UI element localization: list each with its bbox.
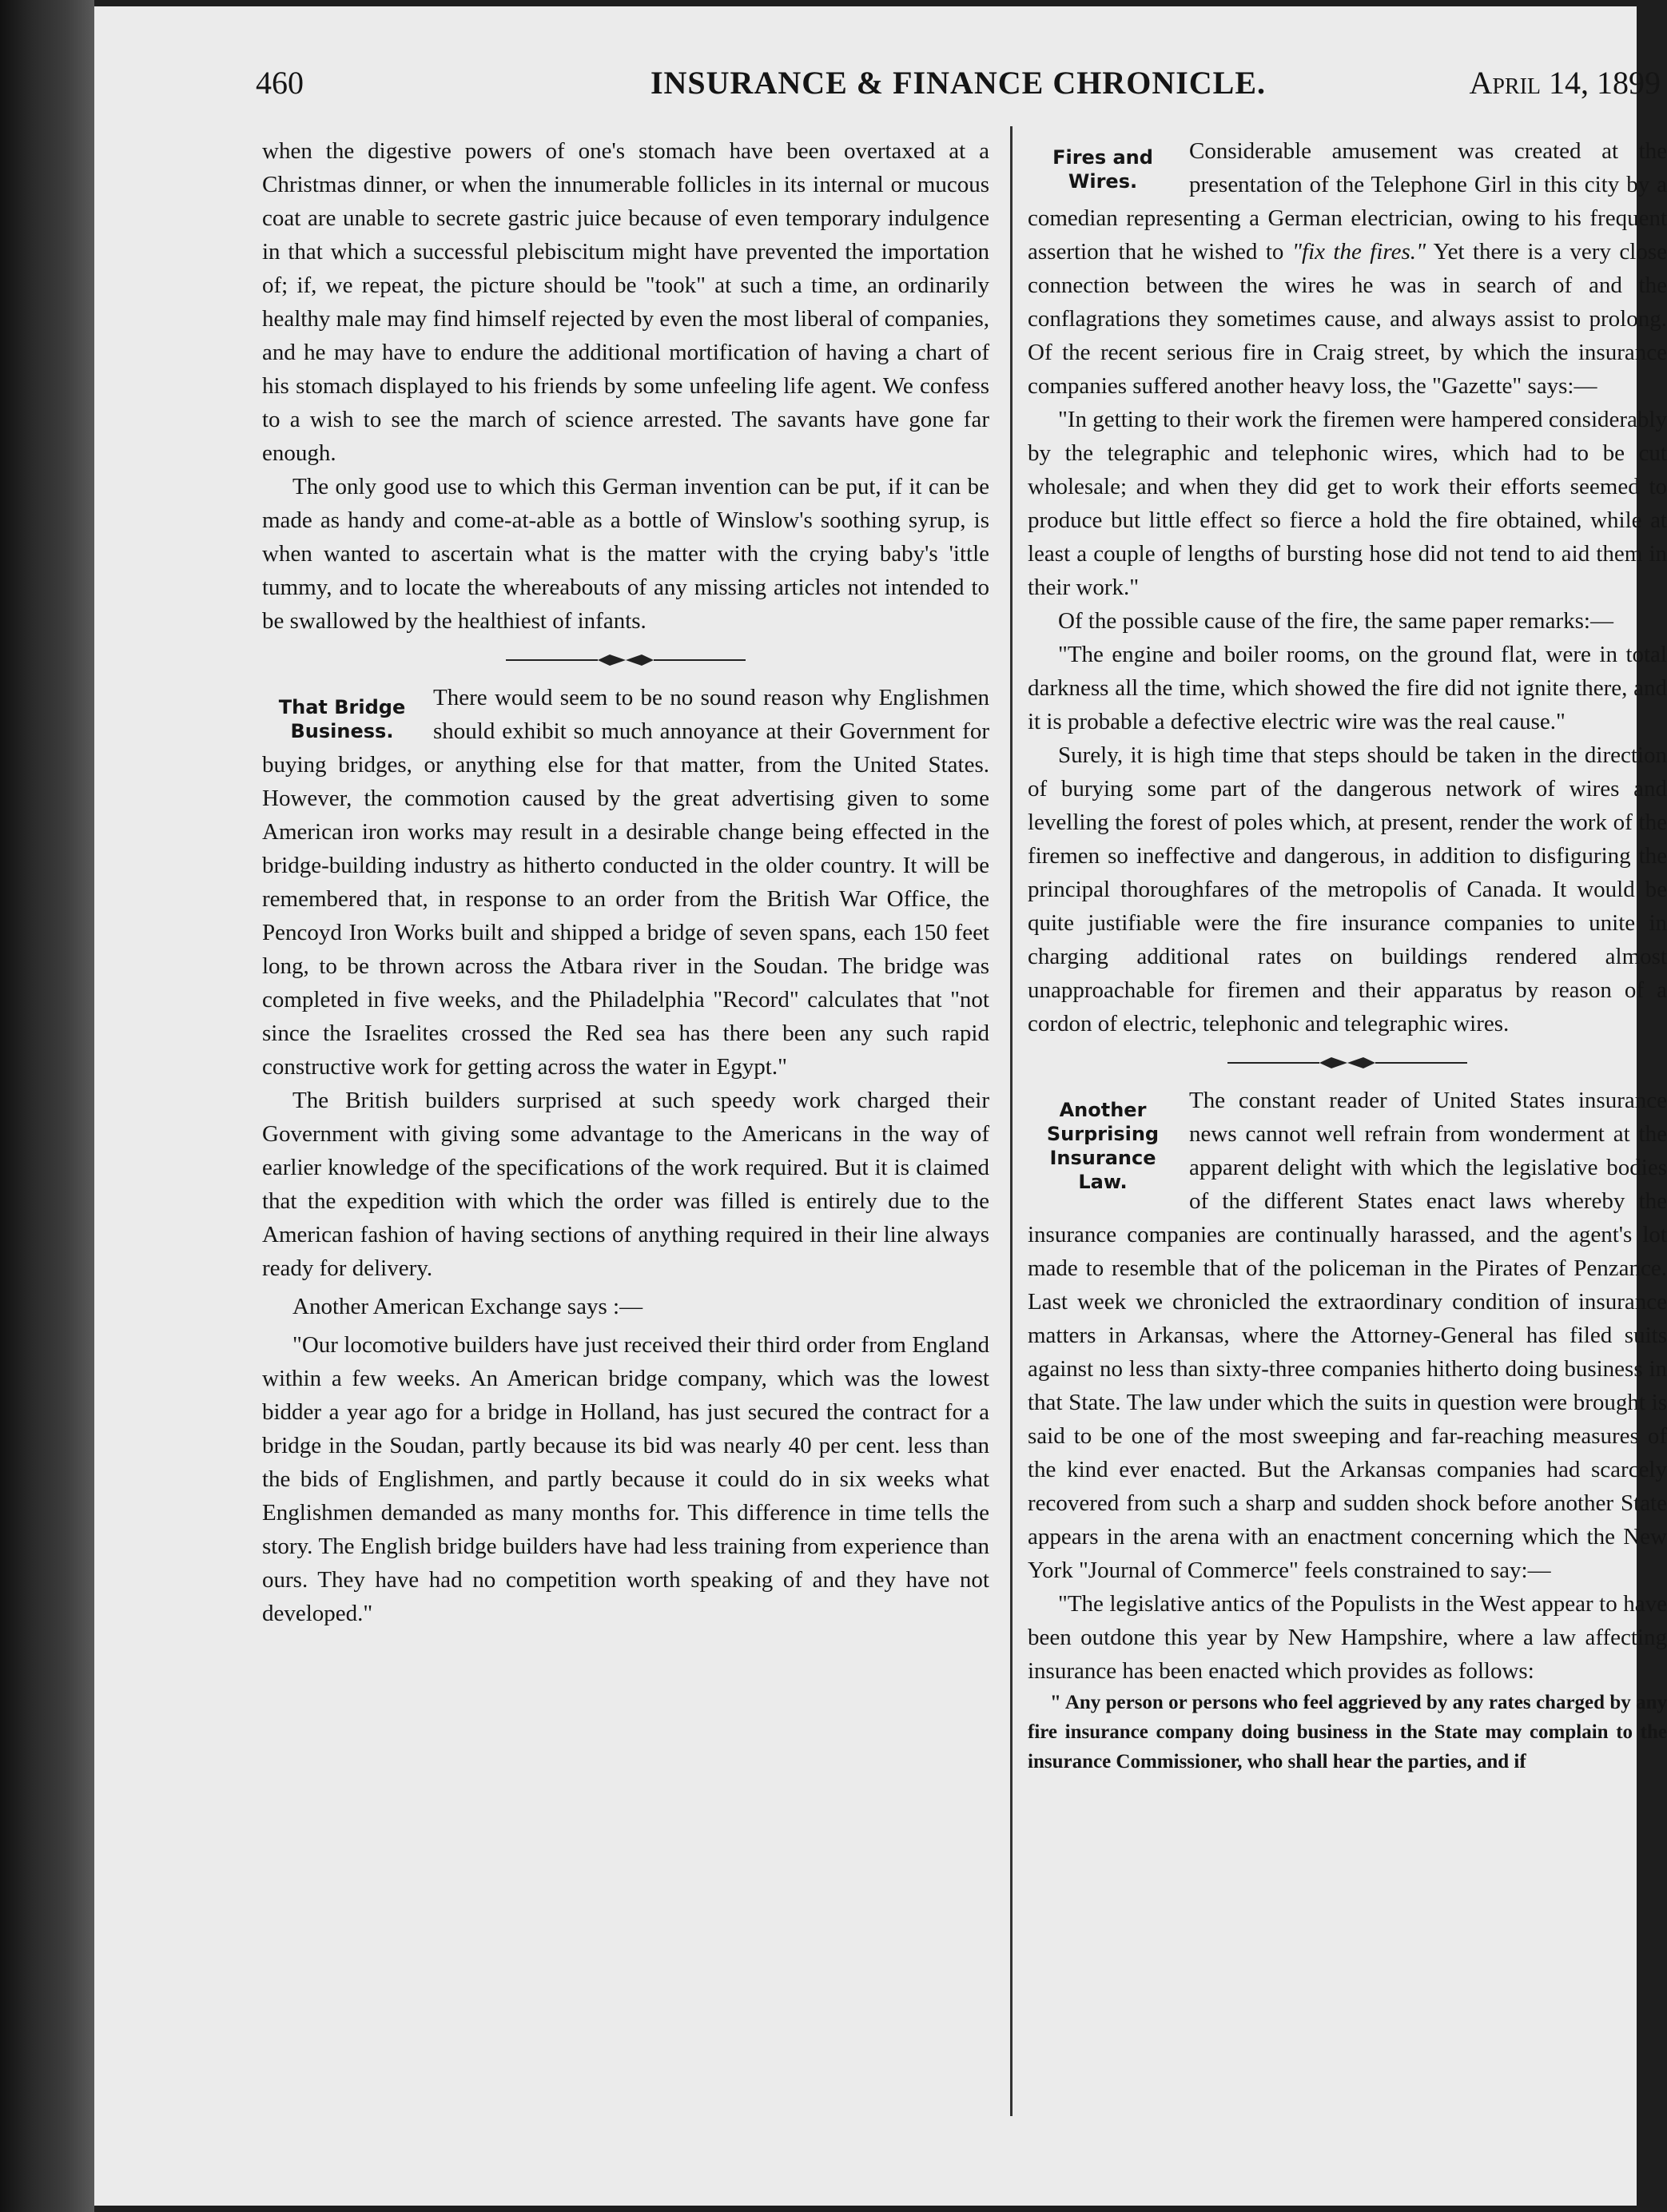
paragraph: The British builders surprised at such speedy work charged their Government with giving some advantage to the Americans in the way of earlier knowledge of the specifications of the work required. But it is claimed that the expedition with which the order was filled is entirely due to the American fashion of having sections of anything required in their line always ready for delivery.	[262, 1088, 989, 1281]
paragraph: There would seem to be no sound reason why Englishmen should exhibit so much annoyance at their Government for buying bridges, or anything else for that matter, from the United States. However, the commotion caused by the great advertising given to some American iron works may result in a desirable change being effected in the bridge-building industry as hitherto conducted in the older country. It will be remembered that, in response to an order from the British War Office, the Pencoyd Iron Works built and shipped a bridge of seven spans, each 150 feet long, to be thrown across the Atbara river in the Soudan. The bridge was completed in five weeks, and the Philadelphia "Record" calculates that "not since the Israelites crossed the Red sea has there been any such rapid constructive work for getting across the water in Egypt."	[262, 685, 989, 1080]
section-ornament	[1227, 1053, 1467, 1072]
quotation: "The engine and boiler rooms, on the ground flat, were in total darkness all the time, which showed the fire did not ignite there, and it is probable a defective electric wire was the real cause."	[1028, 642, 1667, 734]
newspaper-page	[94, 6, 1667, 2206]
paragraph: Another American Exchange says :—	[292, 1294, 643, 1319]
page-number: 460	[256, 65, 304, 101]
quotation: "In getting to their work the firemen were hampered considerably by the telegraphic and telephonic wires, which had to be cut wholesale; and when they did get to work their efforts seemed to produce but little effect so fierce a hold the fire obtained, while at least a couple of lengths of bursting hose did not tend to aid them in their work."	[1028, 407, 1667, 600]
paragraph: Considerable amusement was created at the presentation of the Telephone Girl in this city by a comedian representing a German electrician, owing to his frequent assertion that he wished to "fix the fires." Yet there is a very close connection between the wires he was in search of and the conflagrations they sometimes cause, and always assist to prolong. Of the recent serious fire in Craig street, by which the insurance companies suffered another heavy loss, the "Gazette" says:—	[1028, 138, 1667, 399]
right-column	[1028, 134, 1667, 2148]
quotation: "The legislative antics of the Populists in the West appear to have been outdone this year by New Hampshire, where a law affecting insurance has been enacted which provides as follows:	[1028, 1591, 1667, 1684]
paragraph: Surely, it is high time that steps should be taken in the direction of burying some part of the dangerous network of wires and levelling the forest of poles which, at present, render the work of the firemen so ineffective and dangerous, in addition to disfiguring the principal thoroughfares of the metropolis of Canada. It would be quite justifiable were the fire insurance companies to unite in charging additional rates on buildings rendered almost unapproachable for firemen and their apparatus by reason of a cordon of electric, telephonic and telegraphic wires.	[1028, 742, 1667, 1036]
paragraph: Of the possible cause of the fire, the same paper remarks:—	[1058, 608, 1613, 634]
section-heading: Another Surprising Insurance Law.	[1046, 1099, 1160, 1193]
publication-title: INSURANCE & FINANCE CHRONICLE.	[650, 65, 1267, 101]
paragraph: The only good use to which this German invention can be put, if it can be made as handy and come-at-able as a bottle of Winslow's soothing syrup, is when wanted to ascertain what is the matter with the crying baby's 'ittle tummy, and to locate the whereabouts of any missing articles not intended to be swallowed by the healthiest of infants.	[262, 474, 989, 634]
left-column	[262, 134, 989, 2148]
masthead	[256, 64, 1661, 112]
section-heading: That Bridge Business.	[278, 696, 406, 742]
paragraph: when the digestive powers of one's stomach have been overtaxed at a Christmas dinner, or when the innumerable follicles in its internal or mucous coat are unable to secrete gastric juice because of even temporary indulgence in that which a successful plebiscitum might have prevented the importation of; if, we repeat, the picture should be "took" at such a time, an ordinarily healthy male may find himself rejected by even the most liberal of companies, and he may have to endure the additional mortification of having a chart of his stomach displayed to his friends by some unfeeling life agent. We confess to a wish to see the march of science arrested. The savants have gone far enough.	[262, 138, 989, 466]
section-another-surprising-insurance-law	[1028, 1084, 1667, 1776]
legal-excerpt	[1028, 1688, 1667, 1776]
section-ornament	[506, 650, 746, 670]
issue-date: April 14, 1899	[1469, 65, 1661, 101]
section-heading: Fires and Wires.	[1052, 146, 1153, 193]
column-divider	[1010, 126, 1013, 2116]
section-that-bridge-business	[262, 681, 989, 1630]
book-binding	[0, 0, 94, 2212]
section-fires-and-wires	[1028, 134, 1667, 1040]
paragraph: The constant reader of United States insurance news cannot well refrain from wonderment at the apparent delight with which the legislative bodies of the different States enact laws whereby the insurance companies are continually harassed, and the agent's lot made to resemble that of the policeman in the Pirates of Penzance. Last week we chronicled the extraordinary condition of insurance matters in Arkansas, where the Attorney-General has filed suits against no less than sixty-three companies hitherto doing business in that State. The law under which the suits in question were brought is said to be one of the most sweeping and far-reaching measures of the kind ever enacted. But the Arkansas companies had scarcely recovered from such a sharp and sudden shock before another State appears in the arena with an enactment concerning which the New York "Journal of Commerce" feels constrained to say:—	[1028, 1088, 1667, 1583]
quotation: "Our locomotive builders have just received their third order from England within a few weeks. An American bridge company, which was the lowest bidder a year ago for a bridge in Holland, has just secured the contract for a bridge in the Soudan, partly because its bid was nearly 40 per cent. less than the bids of Englishmen, and partly because it could do in six weeks what Englishmen demanded as many months for. This difference in time tells the story. The English bridge builders have had less training from experience than ours. They have had no competition worth speaking of and they have not developed."	[262, 1332, 989, 1626]
quotation: " Any person or persons who feel aggrieved by any rates charged by any fire insurance company doing business in the State may complain to the insurance Commissioner, who shall hear the parties, and if	[1028, 1692, 1667, 1772]
